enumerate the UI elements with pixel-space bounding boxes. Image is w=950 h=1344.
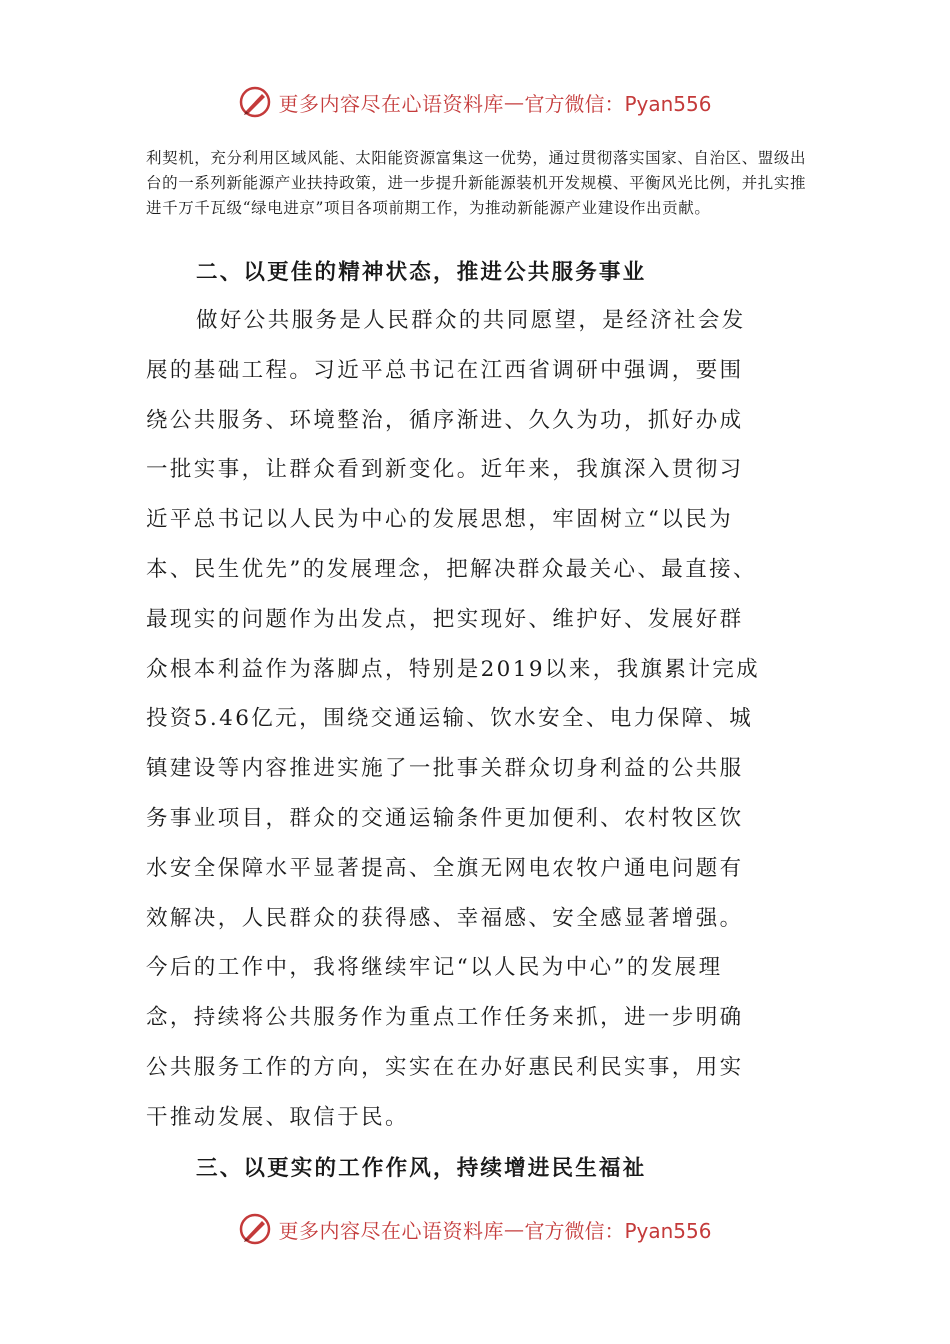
watermark-contact: 官方微信：Pyan556	[524, 1218, 712, 1243]
body-line: 绕公共服务、环境整治，循序渐进、久久为功，抓好办成	[146, 407, 744, 433]
body-line: 效解决，人民群众的获得感、幸福感、安全感显著增强。	[146, 905, 744, 931]
pen-logo-icon	[238, 1212, 272, 1246]
watermark-text: 更多内容尽在心语资料库	[278, 91, 504, 116]
watermark-dash: —	[503, 1217, 525, 1241]
continuation-paragraph: 利契机，充分利用区域风能、太阳能资源富集这一优势，通过贯彻落实国家、自治区、盟级出台的一系列新能源产业扶持政策，进一步提升新能源装机开发规模、平衡风光比例，并扎实推进千万千瓦级“绿电进京”项目各项前期工作，为推动新能源产业建设作出贡献。	[146, 149, 807, 217]
body-line: 众根本利益作为落脚点，特别是2019以来，我旗累计完成	[146, 656, 761, 682]
body-line: 一批实事，让群众看到新变化。近年来，我旗深入贯彻习	[146, 457, 744, 483]
body-line: 公共服务工作的方向，实实在在办好惠民利民实事，用实	[146, 1054, 744, 1080]
body-line: 投资5.46亿元，围绕交通运输、饮水安全、电力保障、城	[146, 706, 754, 732]
pen-logo-icon	[238, 85, 272, 119]
body-line: 展的基础工程。习近平总书记在江西省调研中强调，要围	[146, 357, 744, 383]
body-line: 最现实的问题作为出发点，把实现好、维护好、发展好群	[146, 606, 744, 632]
body-line: 念，持续将公共服务作为重点工作任务来抓，进一步明确	[146, 1005, 744, 1031]
section-2-body	[146, 305, 806, 1152]
body-line: 本、民生优先”的发展理念，把解决群众最关心、最直接、	[146, 556, 757, 582]
watermark-dash: —	[503, 90, 525, 114]
body-line: 做好公共服务是人民群众的共同愿望，是经济社会发	[196, 308, 746, 333]
watermark-contact: 官方微信：Pyan556	[524, 91, 712, 116]
watermark-text: 更多内容尽在心语资料库	[278, 1218, 504, 1243]
body-line: 今后的工作中，我将继续牢记“以人民为中心”的发展理	[146, 955, 723, 981]
body-line: 务事业项目，群众的交通运输条件更加便利、农村牧区饮	[146, 805, 744, 831]
section-2-heading: 二、以更佳的精神状态，推进公共服务事业	[196, 260, 647, 285]
section-3-heading: 三、以更实的工作作风，持续增进民生福祉	[196, 1156, 647, 1181]
footer-watermark	[0, 1209, 950, 1249]
body-line: 镇建设等内容推进实施了一批事关群众切身利益的公共服	[146, 756, 744, 782]
header-watermark	[0, 82, 950, 122]
body-line: 干推动发展、取信于民。	[146, 1104, 409, 1130]
body-line: 近平总书记以人民为中心的发展思想，牢固树立“以民为	[146, 507, 733, 533]
body-line: 水安全保障水平显著提高、全旗无网电农牧户通电问题有	[146, 855, 744, 881]
